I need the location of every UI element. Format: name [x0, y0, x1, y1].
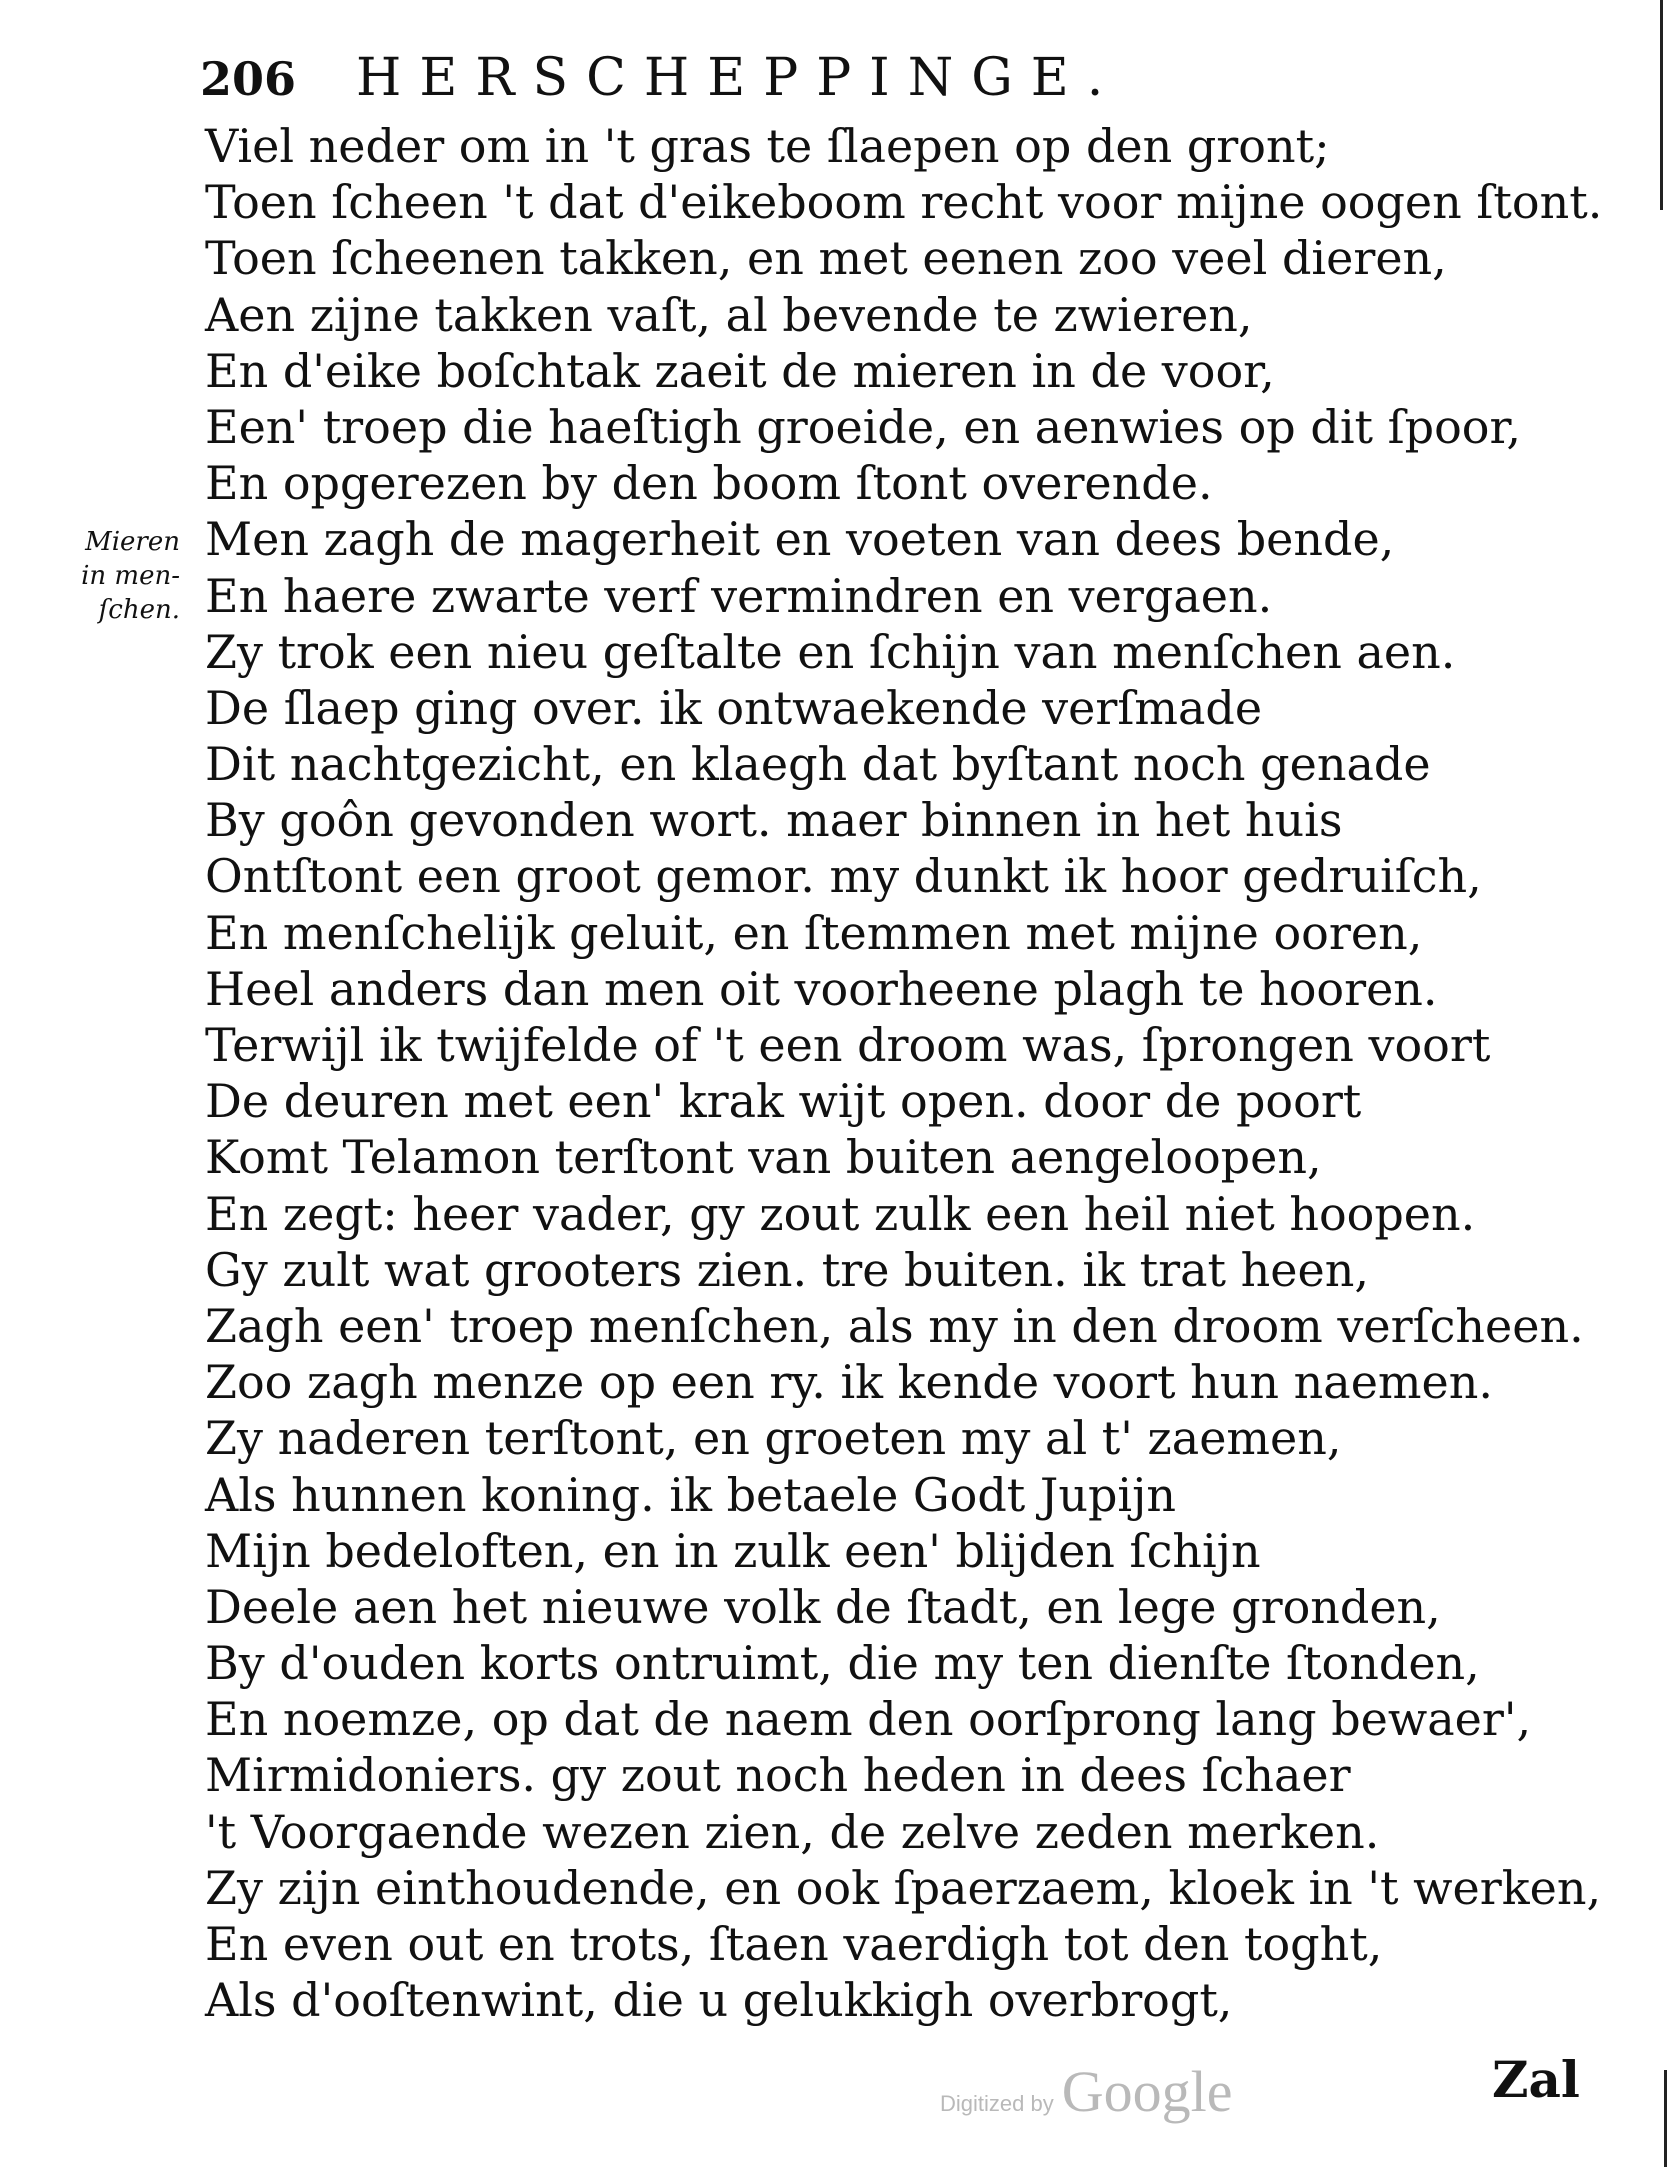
text-line: Toen ſcheenen takken, en met eenen zoo veel dieren, [205, 231, 1447, 286]
text-line: Heel anders dan men oit voorheene plagh te hooren. [205, 961, 1438, 1016]
text-line: Komt Telamon terſtont van buiten aengeloopen, [205, 1130, 1322, 1185]
text-line: En d'eike boſchtak zaeit de mieren in de voor, [205, 343, 1275, 398]
margin-note-line: ſchen. [98, 595, 180, 625]
text-line: Ontſtont een groot gemor. my dunkt ik hoor gedruiſch, [205, 849, 1482, 904]
text-line: Als d'ooſtenwint, die u gelukkigh overbrogt, [205, 1973, 1233, 2028]
text-line: De deuren met een' krak wijt open. door de poort [205, 1074, 1362, 1129]
page-edge-line-bottom [1664, 2070, 1667, 2167]
page-number: 206 [200, 52, 297, 106]
text-line: By goôn gevonden wort. maer binnen in het huis [205, 793, 1343, 848]
watermark-logo: Google [1061, 2059, 1233, 2124]
text-line: Mijn bedeloften, en in zulk een' blijden ſchijn [205, 1523, 1261, 1578]
text-line: En opgerezen by den boom ſtont overende. [205, 456, 1213, 511]
watermark-prefix: Digitized by [940, 2091, 1054, 2116]
poem-text [205, 118, 1605, 2028]
text-line: Toen ſcheen 't dat d'eikeboom recht voor mijne oogen ſtont. [205, 175, 1603, 230]
text-line: Viel neder om in 't gras te ſlaepen op den gront; [205, 119, 1330, 173]
text-line: 't Voorgaende wezen zien, de zelve zeden merken. [205, 1804, 1380, 1859]
text-line: Deele aen het nieuwe volk de ſtadt, en lege gronden, [205, 1579, 1441, 1634]
text-line: Aen zijne takken vaſt, al bevende te zwieren, [205, 287, 1253, 342]
margin-note-line: in men- [81, 561, 180, 591]
text-line: Zy naderen terſtont, en groeten my al t' zaemen, [205, 1411, 1342, 1466]
text-line: Terwijl ik twijfelde of 't een droom was, ſprongen voort [205, 1018, 1491, 1072]
text-line: Men zagh de magerheit en voeten van dees bende, [205, 512, 1395, 567]
text-line: En haere zwarte verf vermindren en vergaen. [205, 568, 1273, 623]
text-line: Zoo zagh menze op een ry. ik kende voort hun naemen. [205, 1355, 1493, 1410]
text-line: Als hunnen koning. ik betaele Godt Jupijn [205, 1467, 1177, 1522]
text-line: En noemze, op dat de naem den oorſprong lang bewaer', [205, 1692, 1532, 1747]
text-line: Dit nachtgezicht, en klaegh dat byſtant noch genade [205, 737, 1431, 792]
text-line: En zegt: heer vader, gy zout zulk een heil niet hoopen. [205, 1186, 1476, 1241]
text-line: By d'ouden korts ontruimt, die my ten dienſte ſtonden, [205, 1636, 1480, 1691]
text-line: Mirmidoniers. gy zout noch heden in dees ſchaer [205, 1748, 1351, 1803]
text-line: En even out en trots, ſtaen vaerdigh tot den toght, [205, 1917, 1383, 1971]
margin-note [40, 525, 180, 627]
page-header [200, 48, 1320, 118]
text-line: Zy zijn einthoudende, en ook ſpaerzaem, kloek in 't werken, [205, 1860, 1602, 1915]
margin-note-line: Mieren [85, 527, 180, 557]
text-line: Zy trok een nieu geſtalte en ſchijn van menſchen aen. [205, 624, 1456, 679]
text-line: En menſchelijk geluit, en ſtemmen met mijne ooren, [205, 905, 1423, 960]
digitized-watermark [940, 2058, 1232, 2125]
text-line: De ſlaep ging over. ik ontwaekende verſmade [205, 680, 1263, 735]
running-head: HERSCHEPPINGE. [356, 48, 1122, 108]
text-line: Zagh een' troep menſchen, als my in den droom verſcheen. [205, 1298, 1584, 1353]
text-line: Een' troep die haeſtigh groeide, en aenwies op dit ſpoor, [205, 399, 1522, 454]
catchword: Zal [1492, 2050, 1580, 2109]
text-line: Gy zult wat grooters zien. tre buiten. ik trat heen, [205, 1242, 1369, 1297]
page-edge-line [1660, 0, 1663, 210]
